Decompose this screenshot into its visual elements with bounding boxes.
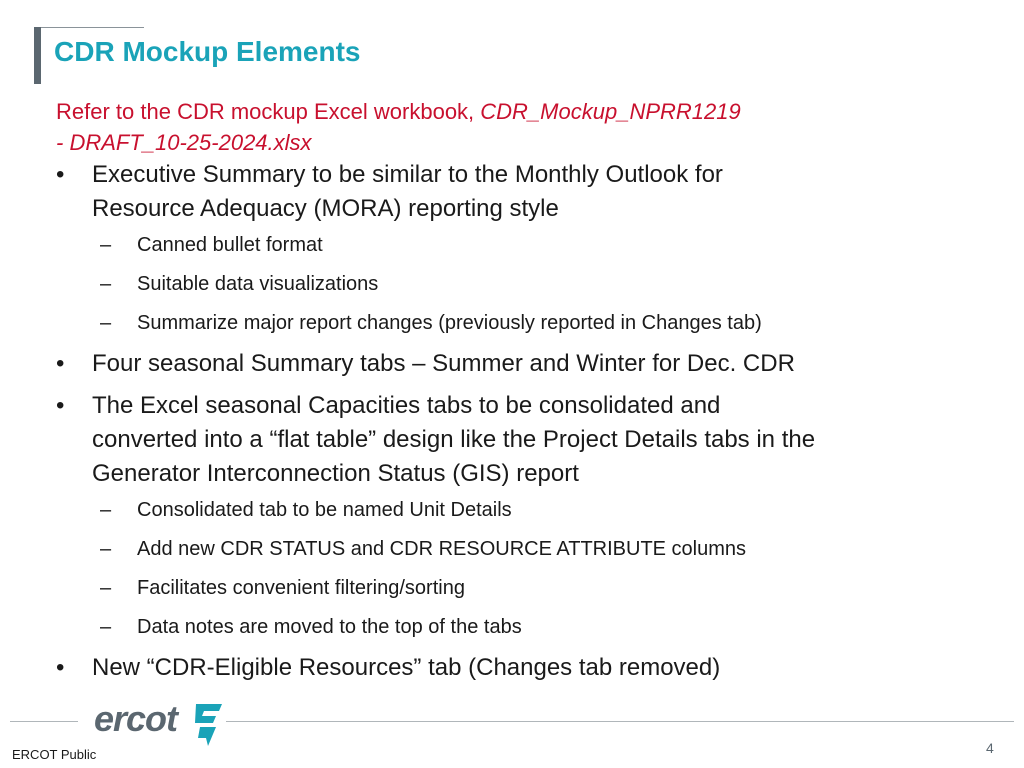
bullet-mark: •	[56, 392, 65, 419]
sub-bullet-mark: –	[100, 577, 112, 599]
ercot-logo	[94, 698, 230, 750]
ercot-logo-mark-icon	[186, 700, 226, 748]
sub-bullet-item	[56, 530, 966, 569]
slide-content	[56, 96, 966, 685]
bullet-text: Executive Summary to be similar to the Monthly Outlook for	[92, 161, 723, 188]
sub-bullet-item	[56, 608, 966, 647]
sub-bullet-text: Facilitates convenient filtering/sorting	[137, 577, 465, 599]
bullet-text: converted into a “flat table” design like the Project Details tabs in the	[92, 426, 816, 453]
bullet-item	[56, 158, 966, 226]
sub-bullet-item	[56, 265, 966, 304]
intro-text	[56, 96, 966, 158]
intro-lead: Refer to the CDR mockup Excel workbook,	[56, 99, 481, 124]
sub-bullet-text: Summarize major report changes (previously reported in Changes tab)	[137, 312, 762, 334]
sub-bullet-text: Add new CDR STATUS and CDR RESOURCE ATTRIBUTE columns	[137, 538, 747, 560]
sub-bullet-mark: –	[100, 234, 112, 256]
sub-bullet-item	[56, 491, 966, 530]
slide-title: CDR Mockup Elements	[54, 36, 361, 67]
logo-wordmark: ercot	[94, 698, 178, 739]
footer-label: ERCOT Public	[12, 747, 97, 762]
bullet-item	[56, 651, 966, 685]
bullet-mark: •	[56, 654, 65, 681]
bullet-mark: •	[56, 161, 65, 188]
bullet-mark: •	[56, 350, 65, 377]
sub-bullet-text: Suitable data visualizations	[137, 273, 379, 295]
sub-bullet-text: Data notes are moved to the top of the tabs	[137, 616, 522, 638]
sub-bullet-item	[56, 226, 966, 265]
bullet-text: New “CDR-Eligible Resources” tab (Changes tab removed)	[92, 654, 721, 681]
bullet-text: The Excel seasonal Capacities tabs to be consolidated and	[92, 392, 721, 419]
footer-divider-left	[10, 721, 78, 722]
bullet-text: Generator Interconnection Status (GIS) report	[92, 460, 579, 487]
intro-filename-part2: - DRAFT_10-25-2024.xlsx	[56, 130, 312, 155]
page-number: 4	[986, 740, 994, 756]
bullet-text: Four seasonal Summary tabs – Summer and Winter for Dec. CDR	[92, 350, 795, 377]
sub-bullet-mark: –	[100, 312, 112, 334]
bullet-item	[56, 389, 966, 491]
sub-bullet-text: Consolidated tab to be named Unit Details	[137, 499, 512, 521]
sub-bullet-mark: –	[100, 538, 112, 560]
title-accent-line	[41, 27, 144, 28]
sub-bullet-item	[56, 304, 966, 343]
intro-filename-part1: CDR_Mockup_NPRR1219	[480, 99, 741, 124]
sub-bullet-mark: –	[100, 499, 112, 521]
sub-bullet-item	[56, 569, 966, 608]
sub-bullet-text: Canned bullet format	[137, 234, 323, 256]
sub-bullet-mark: –	[100, 273, 112, 295]
bullet-item	[56, 347, 966, 381]
title-accent-bar	[34, 27, 41, 84]
bullet-text: Resource Adequacy (MORA) reporting style	[92, 195, 559, 222]
sub-bullet-mark: –	[100, 616, 112, 638]
footer-divider-right	[226, 721, 1014, 722]
